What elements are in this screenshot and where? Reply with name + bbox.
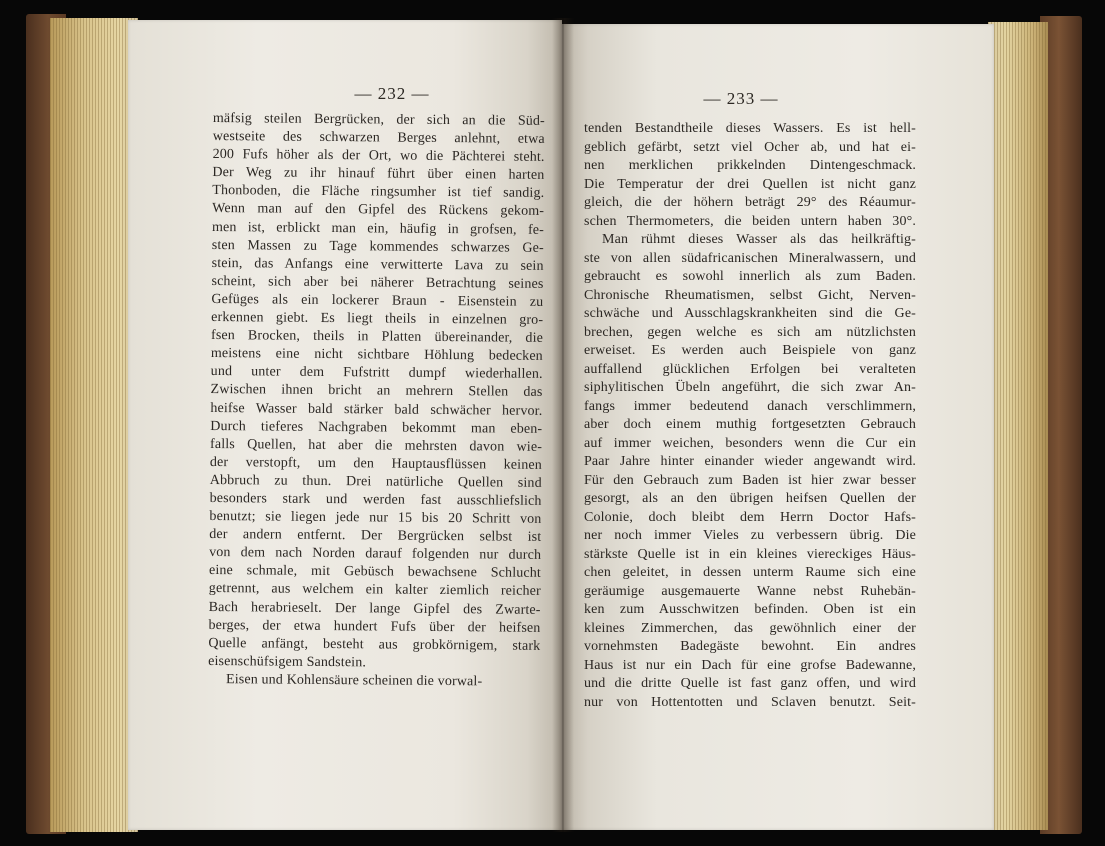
text-line: 200 Fufs höher als der Ort, wo die Pächterei steht.	[212, 147, 545, 166]
text-line: getrennt, aus welchem ein kalter ziemlich reicher	[208, 581, 541, 600]
text-line: Für den Gebrauch zum Baden ist hier zwar besser	[584, 472, 916, 488]
text-line: Paar Jahre hinter einander wieder angewandt wird.	[584, 454, 916, 469]
page-number-right: — 233 —	[703, 89, 779, 108]
text-line: geblich gefärbt, setzt viel Ocher ab, und hat ei-	[584, 139, 916, 155]
text-line: tenden Bestandtheile dieses Wassers. Es ist hell-	[584, 121, 916, 136]
text-line: geräumige ausgemauerte Wanne nebst Ruhebän-	[584, 583, 916, 599]
text-line: ken zum Ausschwitzen befinden. Oben ist ein	[584, 602, 916, 617]
text-line: Quelle anfängt, besteht aus grobkörnigem, stark	[208, 635, 541, 654]
page-edges-right	[988, 22, 1048, 830]
text-line: nur von Hottentotten und Sclaven benutzt. Seit-	[584, 694, 916, 710]
book-gutter	[552, 18, 574, 832]
text-line: Eisen und Kohlensäure scheinen die vorwal-	[225, 672, 483, 690]
text-line: auffallend glücklichen Erfolgen bei veralteten	[584, 361, 916, 377]
text-line: meistens eine nicht sichtbare Höhlung bedecken	[210, 346, 543, 365]
page-text-left	[208, 110, 545, 692]
text-line: siphylitischen Übeln angeführt, die sich zwar An-	[584, 380, 916, 395]
text-line: gesorgt, als an den übrigen heifsen Quellen der	[584, 491, 916, 506]
text-line: erweiset. Es werden auch Beispiele von ganz	[584, 343, 916, 358]
text-line: auf immer weichen, besonders wenn die Cur ein	[584, 435, 916, 451]
text-line: gleich, die der höhern beträgt 29° des Réaumur-	[584, 195, 916, 210]
text-line: fsen Brocken, theils in Platten übereinander, die	[210, 328, 544, 347]
text-line: westseite des schwarzen Berges anlehnt, etwa	[212, 129, 545, 147]
text-line: falls Quellen, hat aber die mehrsten davon wie-	[210, 436, 543, 455]
text-line: Durch tieferes Nachgraben bekommt man eben-	[210, 418, 543, 437]
text-line: Thonboden, die Fläche ringsumher ist tief sandig.	[212, 183, 545, 202]
text-line: und die dritte Quelle ist fast ganz offen, und wird	[584, 676, 916, 691]
text-line: Wenn man auf den Gipfel des Rückens gekom-	[212, 201, 545, 220]
text-line: schwäche und Ausschlagskrankheiten sind die Ge-	[584, 306, 916, 321]
text-line: kleines Zimmerchen, das gewöhnlich einer der	[584, 620, 916, 636]
text-line: erkennen giebt. Es liegt theils in einzelnen gro-	[211, 310, 544, 328]
text-line: stärkste Quelle ist in ein kleines viereckiges Häus-	[584, 546, 916, 562]
text-line: fangs immer bedeutend danach verschlimmern,	[584, 398, 916, 414]
text-line: Haus ist nur ein Dach für eine grofse Badewanne,	[584, 657, 916, 673]
text-line: gebraucht es sowohl innerlich als zum Baden.	[584, 269, 916, 284]
text-line: und unter dem Fufstritt dumpf wiederhallen.	[210, 364, 543, 383]
text-line: nen merklichen prikkelnden Dintengeschmack.	[584, 158, 916, 173]
text-line: heifse Wasser bald stärker bald schwächer hervor.	[210, 400, 543, 419]
text-line: mäfsig steilen Bergrücken, der sich an die Süd-	[212, 110, 545, 129]
text-line: schen Thermometers, die beiden untern haben 30°.	[584, 213, 916, 229]
text-line: aber doch einem muthig fortgesetzten Gebrauch	[584, 417, 916, 432]
text-line: Der Weg zu ihr hinauf führt über einen harten	[212, 165, 545, 184]
text-line: scheint, sich aber bei näherer Betrachtung seines	[211, 273, 544, 292]
text-line: berges, der etwa hundert Fufs über der heifsen	[208, 617, 541, 636]
text-line: vornehmsten Badegäste bewohnt. Ein andres	[584, 639, 916, 654]
text-line: benutzt; sie liegen jede nur 15 bis 20 Schritt von	[209, 509, 542, 527]
text-line: Bach herabrieselt. Der lange Gipfel des Zwarte-	[208, 599, 541, 618]
text-line: von dem nach Norden darauf folgenden nur durch	[209, 545, 542, 564]
page-edges-left	[50, 18, 138, 832]
text-line: stein, das Anfangs eine verwitterte Lava zu sein	[211, 255, 544, 274]
text-line: Chronische Rheumatismen, selbst Gicht, Nerven-	[584, 287, 916, 303]
text-line: der andern entfernt. Der Bergrücken selbst ist	[209, 527, 542, 546]
text-line: Colonie, doch bleibt dem Herrn Doctor Hafs-	[584, 509, 916, 525]
text-line: ner noch immer Vieles zu verbessern übrig. Die	[584, 528, 916, 543]
text-line: Abbruch zu thun. Drei natürliche Quellen sind	[209, 472, 542, 491]
text-line: der verstopft, um den Hauptausflüssen keinen	[209, 454, 542, 473]
page-text-right	[584, 120, 916, 712]
text-line: men ist, erblickt man ein, häufig in grofsen, fe-	[211, 219, 545, 238]
text-line: ste von allen südafricanischen Mineralwassern, und	[584, 250, 916, 266]
text-line: besonders stark und werden fast ausschliefslich	[209, 490, 542, 509]
text-line: Gefüges als ein lockerer Braun - Eisenstein zu	[211, 291, 544, 310]
text-line: Zwischen ihnen bricht an mehrern Stellen das	[210, 382, 543, 401]
text-line: brechen, gegen welche es sich am nützlichsten	[584, 324, 916, 340]
text-line: eisenschüfsigem Sandstein.	[208, 653, 367, 671]
text-line: Die Temperatur der drei Quellen ist nicht ganz	[584, 176, 916, 192]
text-line: sten Massen zu Tage kommendes schwarzes Ge-	[211, 237, 544, 256]
text-line: chen geleitet, in dessen unterm Raume sich eine	[584, 565, 916, 580]
page-number-left: — 232 —	[354, 84, 430, 103]
text-line: eine schmale, mit Gebüsch bewachsene Schlucht	[208, 563, 542, 582]
text-line: Man rühmt dieses Wasser als das heilkräftig-	[602, 232, 916, 247]
